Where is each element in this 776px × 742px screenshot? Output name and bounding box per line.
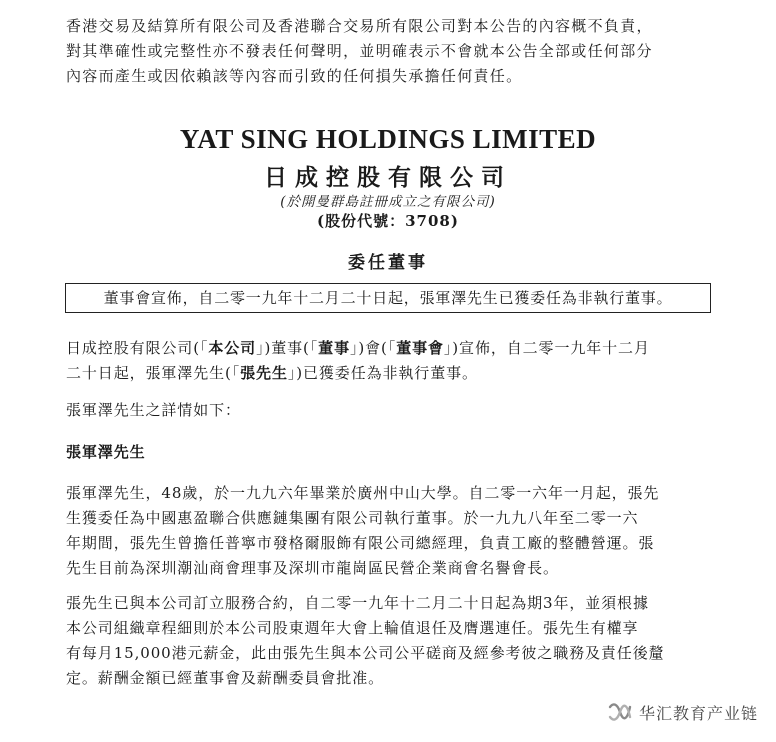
text-run: 二十日起，張軍澤先生(「 xyxy=(66,364,241,382)
disclaimer xyxy=(66,14,716,89)
details-intro: 張軍澤先生之詳情如下： xyxy=(66,401,241,419)
defined-term-board: 董事會 xyxy=(396,339,444,357)
disclaimer-line: 內容而產生或因依賴該等內容而引致的任何損失承擔任何責任。 xyxy=(66,67,523,85)
intro-line-1 xyxy=(66,336,714,361)
defined-term-mr-zhang: 張先生 xyxy=(240,364,288,382)
defined-term-company: 本公司 xyxy=(208,339,257,357)
summary-box: 董事會宣佈，自二零一九年十二月二十日起，張軍澤先生已獲委任為非執行董事。 xyxy=(65,283,711,313)
stock-code: (股份代號：3708) xyxy=(317,212,459,230)
intro-paragraph xyxy=(66,336,714,386)
subheading: 張軍澤先生 xyxy=(66,443,146,461)
biography-paragraph xyxy=(66,481,714,581)
watermark xyxy=(607,697,758,727)
intro-line-2 xyxy=(66,361,714,386)
text-run: 」)宣佈，自二零一九年十二月 xyxy=(443,339,650,357)
announcement-title: 委任董事 xyxy=(348,253,428,273)
bio-line: 生獲委任為中國惠盈聯合供應鏈集團有限公司執行董事。於一九九八年至二零一六 xyxy=(66,509,639,527)
contract-line: 本公司組織章程細則於本公司股東週年大會上輪值退任及膺選連任。張先生有權享 xyxy=(66,619,639,637)
watermark-text: 华汇教育产业链 xyxy=(638,703,758,723)
company-name-zh: 日成控股有限公司 xyxy=(264,164,512,191)
service-contract-paragraph xyxy=(66,591,714,691)
bio-line: 先生目前為深圳潮汕商會理事及深圳市龍崗區民營企業商會名譽會長。 xyxy=(66,559,559,577)
wechat-channel-icon xyxy=(607,701,633,723)
bio-line: 年期間，張先生曾擔任普寧市發格爾服飾有限公司總經理，負責工廠的整體營運。張 xyxy=(66,534,655,552)
defined-term-directors: 董事 xyxy=(318,339,350,357)
contract-line: 張先生已與本公司訂立服務合約，自二零一九年十二月二十日起為期3年，並須根據 xyxy=(66,594,649,612)
bio-line: 張軍澤先生，48歲，於一九九六年畢業於廣州中山大學。自二零一六年一月起，張先 xyxy=(66,484,660,502)
disclaimer-line: 對其準確性或完整性亦不發表任何聲明，並明確表示不會就本公告全部或任何部分 xyxy=(66,42,653,60)
company-name-en: YAT SING HOLDINGS LIMITED xyxy=(179,124,597,154)
text-run: 日成控股有限公司(「 xyxy=(66,339,209,357)
text-run: 」)董事(「 xyxy=(256,339,319,357)
incorporation-note: (於開曼群島註冊成立之有限公司) xyxy=(280,194,496,210)
text-run: 」)會(「 xyxy=(349,339,397,357)
contract-line: 定。薪酬金額已經董事會及薪酬委員會批准。 xyxy=(66,669,385,687)
text-run: 」)已獲委任為非執行董事。 xyxy=(287,364,478,382)
contract-line: 有每月15,000港元薪金，此由張先生與本公司公平磋商及經參考彼之職務及責任後釐 xyxy=(66,644,665,662)
disclaimer-line: 香港交易及結算所有限公司及香港聯合交易所有限公司對本公告的內容概不負責， xyxy=(66,17,653,35)
